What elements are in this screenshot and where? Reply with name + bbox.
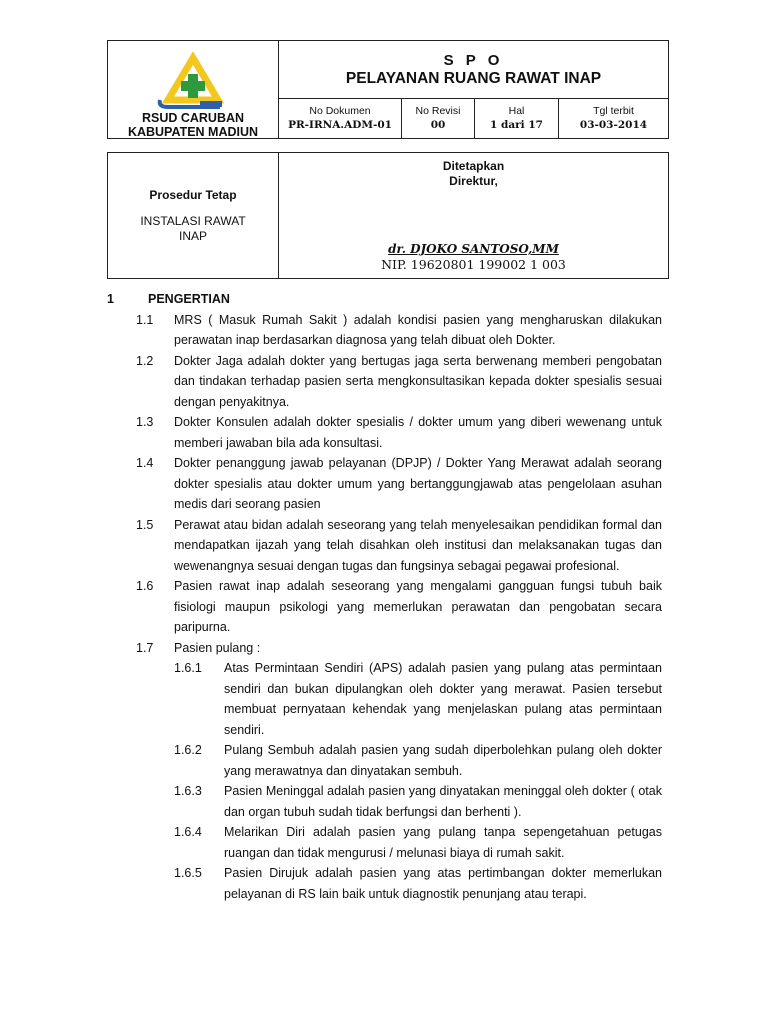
sub-definition-list	[107, 658, 662, 904]
meta-no-revisi	[402, 99, 475, 139]
item-text: Dokter Konsulen adalah dokter spesialis / dokter umum yang diberi wewenang untuk memberi jawaban bila ada konsultasi.	[174, 415, 662, 450]
item-text: Dokter penanggung jawab pelayanan (DPJP) / Dokter Yang Merawat adalah seorang dokter spesialis atau dokter umum yang bertanggungjawab atas pengelolaan asuhan medis dari seorang pasien	[174, 456, 662, 511]
spo-label: S P O	[443, 51, 504, 69]
instalasi-line-1: INSTALASI RAWAT	[140, 214, 246, 228]
item-text: Dokter Jaga adalah dokter yang bertugas jaga serta berwenang memberi pengobatan dan tindakan terhadap pasien serta mengkonsultasikan kepada dokter spesialis sesuai dengan penyakitnya.	[174, 353, 662, 409]
subitem-number: 1.6.5	[174, 866, 202, 880]
ditetapkan-label: Ditetapkan	[442, 159, 505, 173]
sub-list-item	[107, 658, 662, 740]
item-text: Pasien rawat inap adalah seseorang yang mengalami gangguan fungsi tubuh baik fisiologi maupun psikologi yang memerlukan perawatan dan pengobatan secara paripurna.	[174, 579, 662, 634]
meta-label: No Dokumen	[309, 105, 371, 117]
item-number: 1.3	[136, 415, 154, 429]
meta-value: 03-03-2014	[579, 119, 648, 131]
list-item	[107, 412, 662, 453]
approval-table	[107, 152, 669, 279]
subitem-text: Pasien Meninggal adalah pasien yang dinyatakan meninggal oleh dokter ( otak dan organ tubuh sudah tidak berfungsi dan berhenti ).	[224, 784, 662, 819]
approval-cell	[279, 153, 669, 279]
meta-label: No Revisi	[415, 105, 461, 117]
sub-list-item	[107, 863, 662, 904]
meta-label: Tgl terbit	[593, 105, 634, 117]
list-item	[107, 453, 662, 515]
ditetapkan-block	[279, 159, 668, 189]
signatory-block	[279, 241, 668, 273]
meta-no-dokumen	[279, 99, 402, 139]
organization-name	[108, 111, 278, 139]
document-body	[107, 289, 662, 904]
item-number: 1.1	[136, 312, 154, 327]
hospital-logo-icon	[148, 52, 238, 110]
spo-title-cell	[279, 41, 669, 99]
instalasi-label	[108, 214, 278, 244]
subitem-text: Melarikan Diri adalah pasien yang pulang tanpa sepengetahuan petugas ruangan dan tidak mengurusi / melunasi biaya di rumah sakit.	[224, 825, 662, 860]
org-line-2: KABUPATEN MADIUN	[127, 124, 259, 139]
subitem-number: 1.6.3	[174, 784, 202, 798]
item-text: Pasien pulang :	[174, 640, 261, 655]
meta-hal	[475, 99, 559, 139]
logo-cell	[108, 41, 279, 139]
meta-tgl-terbit	[559, 99, 669, 139]
prosedur-label: Prosedur Tetap	[149, 188, 237, 202]
subitem-number: 1.6.4	[174, 825, 202, 839]
subitem-text: Atas Permintaan Sendiri (APS) adalah pasien yang pulang atas permintaan sendiri dan bukan dipulangkan oleh dokter yang merawat. Pasien tersebut membuat pernyataan kehendak yang menjelaskan pulang atas permintaan sendiri.	[224, 661, 662, 737]
section-heading	[107, 289, 662, 310]
list-item	[107, 576, 662, 638]
subitem-number: 1.6.2	[174, 743, 202, 757]
definition-list	[107, 310, 662, 659]
doctor-name: dr. DJOKO SANTOSO,MM	[388, 242, 559, 256]
list-item	[107, 351, 662, 413]
item-text: MRS ( Masuk Rumah Sakit ) adalah kondisi pasien yang mengharuskan dilakukan perawatan inap berdasarkan diagnosa yang telah dibuat oleh Dokter.	[174, 312, 662, 347]
spo-title: PELAYANAN RUANG RAWAT INAP	[345, 69, 602, 87]
item-text: Perawat atau bidan adalah seseorang yang telah menyelesaikan pendidikan formal dan mendapatkan ijazah yang telah disahkan oleh institusi dan melaksanakan tugas dan wewenangnya sesuai dengan tugas dan fungsinya sebagai pegawai profesional.	[174, 517, 662, 573]
meta-value: PR-IRNA.ADM-01	[288, 119, 392, 131]
doctor-nip: NIP. 19620801 199002 1 003	[381, 257, 566, 272]
section-number: 1	[107, 292, 114, 306]
meta-value: 1 dari 17	[490, 119, 543, 131]
subitem-text: Pasien Dirujuk adalah pasien yang atas pertimbangan dokter memerlukan pelayanan di RS lain baik untuk diagnostik penunjang atau terapi.	[224, 866, 662, 901]
list-item	[107, 638, 662, 659]
list-item	[107, 515, 662, 577]
list-item	[107, 310, 662, 351]
item-number: 1.5	[136, 517, 154, 532]
subitem-text: Pulang Sembuh adalah pasien yang sudah diperbolehkan pulang oleh dokter yang merawatnya dan dinyatakan sembuh.	[224, 743, 662, 778]
org-line-1: RSUD CARUBAN	[141, 110, 245, 125]
section-title: PENGERTIAN	[148, 292, 230, 306]
sub-list-item	[107, 781, 662, 822]
meta-label: Hal	[508, 105, 525, 117]
subitem-number: 1.6.1	[174, 661, 202, 675]
procedure-cell	[108, 153, 279, 279]
instalasi-line-2: INAP	[178, 229, 207, 243]
sub-list-item	[107, 740, 662, 781]
item-number: 1.7	[136, 640, 154, 655]
meta-value: 00	[430, 119, 446, 131]
document-header	[107, 40, 669, 139]
item-number: 1.2	[136, 353, 154, 368]
item-number: 1.6	[136, 579, 154, 593]
sub-list-item	[107, 822, 662, 863]
direktur-label: Direktur,	[449, 174, 498, 188]
item-number: 1.4	[136, 456, 154, 470]
